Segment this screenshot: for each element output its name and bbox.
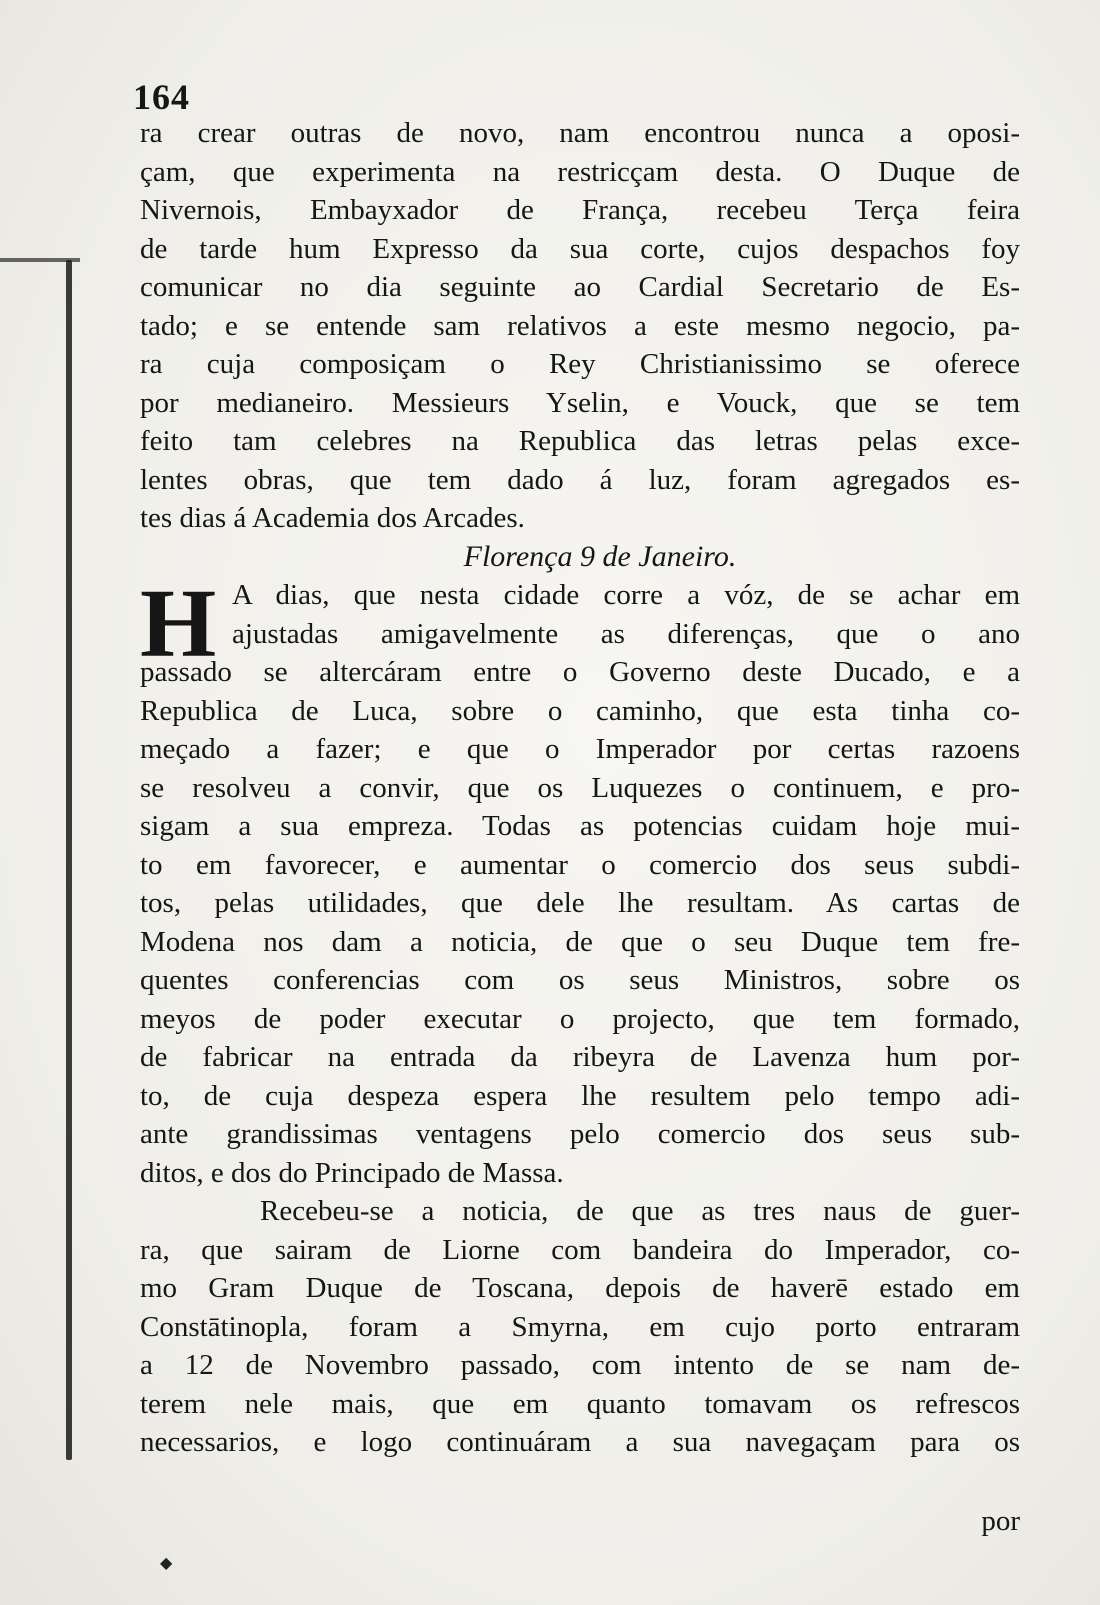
text-line: meçado a fazer; e que o Imperador por certas razoens	[140, 733, 1020, 765]
text-line: mo Gram Duque de Toscana, depois de haverē estado em	[140, 1272, 1020, 1304]
text-line: comunicar no dia seguinte ao Cardial Secretario de Es-	[140, 271, 1020, 303]
dateline-heading: Florença 9 de Janeiro.	[463, 539, 737, 573]
text-line: quentes conferencias com os seus Ministros, sobre os	[140, 964, 1020, 996]
text-line: ajustadas amigavelmente as diferenças, que o ano	[232, 617, 1020, 650]
text-line: passado se altercáram entre o Governo deste Ducado, e a	[140, 656, 1020, 688]
text-line: se resolveu a convir, que os Luquezes o continuem, e pro-	[140, 771, 1020, 804]
text-line: sigam a sua empreza. Todas as potencias cuidam hoje mui-	[140, 810, 1020, 842]
text-line: ra cuja composiçam o Rey Christianissimo se oferece	[140, 348, 1020, 380]
text-line: ra crear outras de novo, nam encontrou nunca a oposi-	[140, 117, 1020, 149]
text-line: meyos de poder executar o projecto, que tem formado,	[140, 1002, 1020, 1035]
text-line: tos, pelas utilidades, que dele lhe resultam. As cartas de	[140, 887, 1020, 919]
text-line: to, de cuja despeza espera lhe resultem pelo tempo adi-	[140, 1079, 1020, 1112]
text-line: çam, que experimenta na restricçam desta. O Duque de	[140, 155, 1020, 188]
text-line: tado; e se entende sam relativos a este mesmo negocio, pa-	[140, 309, 1020, 342]
text-line: ditos, e dos do Principado de Massa.	[140, 1156, 564, 1189]
text-line: Republica de Luca, sobre o caminho, que esta tinha co-	[140, 694, 1020, 727]
text-line: Nivernois, Embayxador de França, recebeu Terça feira	[140, 194, 1020, 226]
text-line: ante grandissimas ventagens pelo comercio dos seus sub-	[140, 1118, 1020, 1150]
text-line: por medianeiro. Messieurs Yselin, e Vouck, que se tem	[140, 386, 1020, 419]
text-line: Recebeu-se a noticia, de que as tres naus de guer-	[260, 1195, 1020, 1227]
text-line: ra, que sairam de Liorne com bandeira do Imperador, co-	[140, 1233, 1020, 1266]
drop-cap-initial: H	[140, 570, 217, 678]
text-line: de tarde hum Expresso da sua corte, cujos despachos foy	[140, 232, 1020, 265]
text-line: a 12 de Novembro passado, com intento de se nam de-	[140, 1349, 1020, 1381]
text-line: Modena nos dam a noticia, de que o seu Duque tem fre-	[140, 925, 1020, 958]
text-line: de fabricar na entrada da ribeyra de Lavenza hum por-	[140, 1041, 1020, 1073]
catchword: por	[981, 1505, 1020, 1537]
text-line: terem nele mais, que em quanto tomavam os refrescos	[140, 1387, 1020, 1420]
text-line: Constātinopla, foram a Smyrna, em cujo porto entraram	[140, 1310, 1020, 1343]
text-line: necessarios, e logo continuáram a sua navegaçam para os	[140, 1426, 1020, 1458]
text-line: to em favorecer, e aumentar o comercio dos seus subdi-	[140, 848, 1020, 881]
binding-gutter-line	[66, 260, 72, 1460]
text-line: tes dias á Academia dos Arcades.	[140, 502, 525, 534]
text-line: A dias, que nesta cidade corre a vóz, de se achar em	[232, 579, 1020, 611]
ink-dot-mark: ◆	[160, 1555, 173, 1572]
text-line: lentes obras, que tem dado á luz, foram agregados es-	[140, 463, 1020, 496]
page-number: 164	[133, 77, 190, 117]
text-block	[140, 114, 1020, 1462]
text-line: feito tam celebres na Republica das letras pelas exce-	[140, 425, 1020, 457]
